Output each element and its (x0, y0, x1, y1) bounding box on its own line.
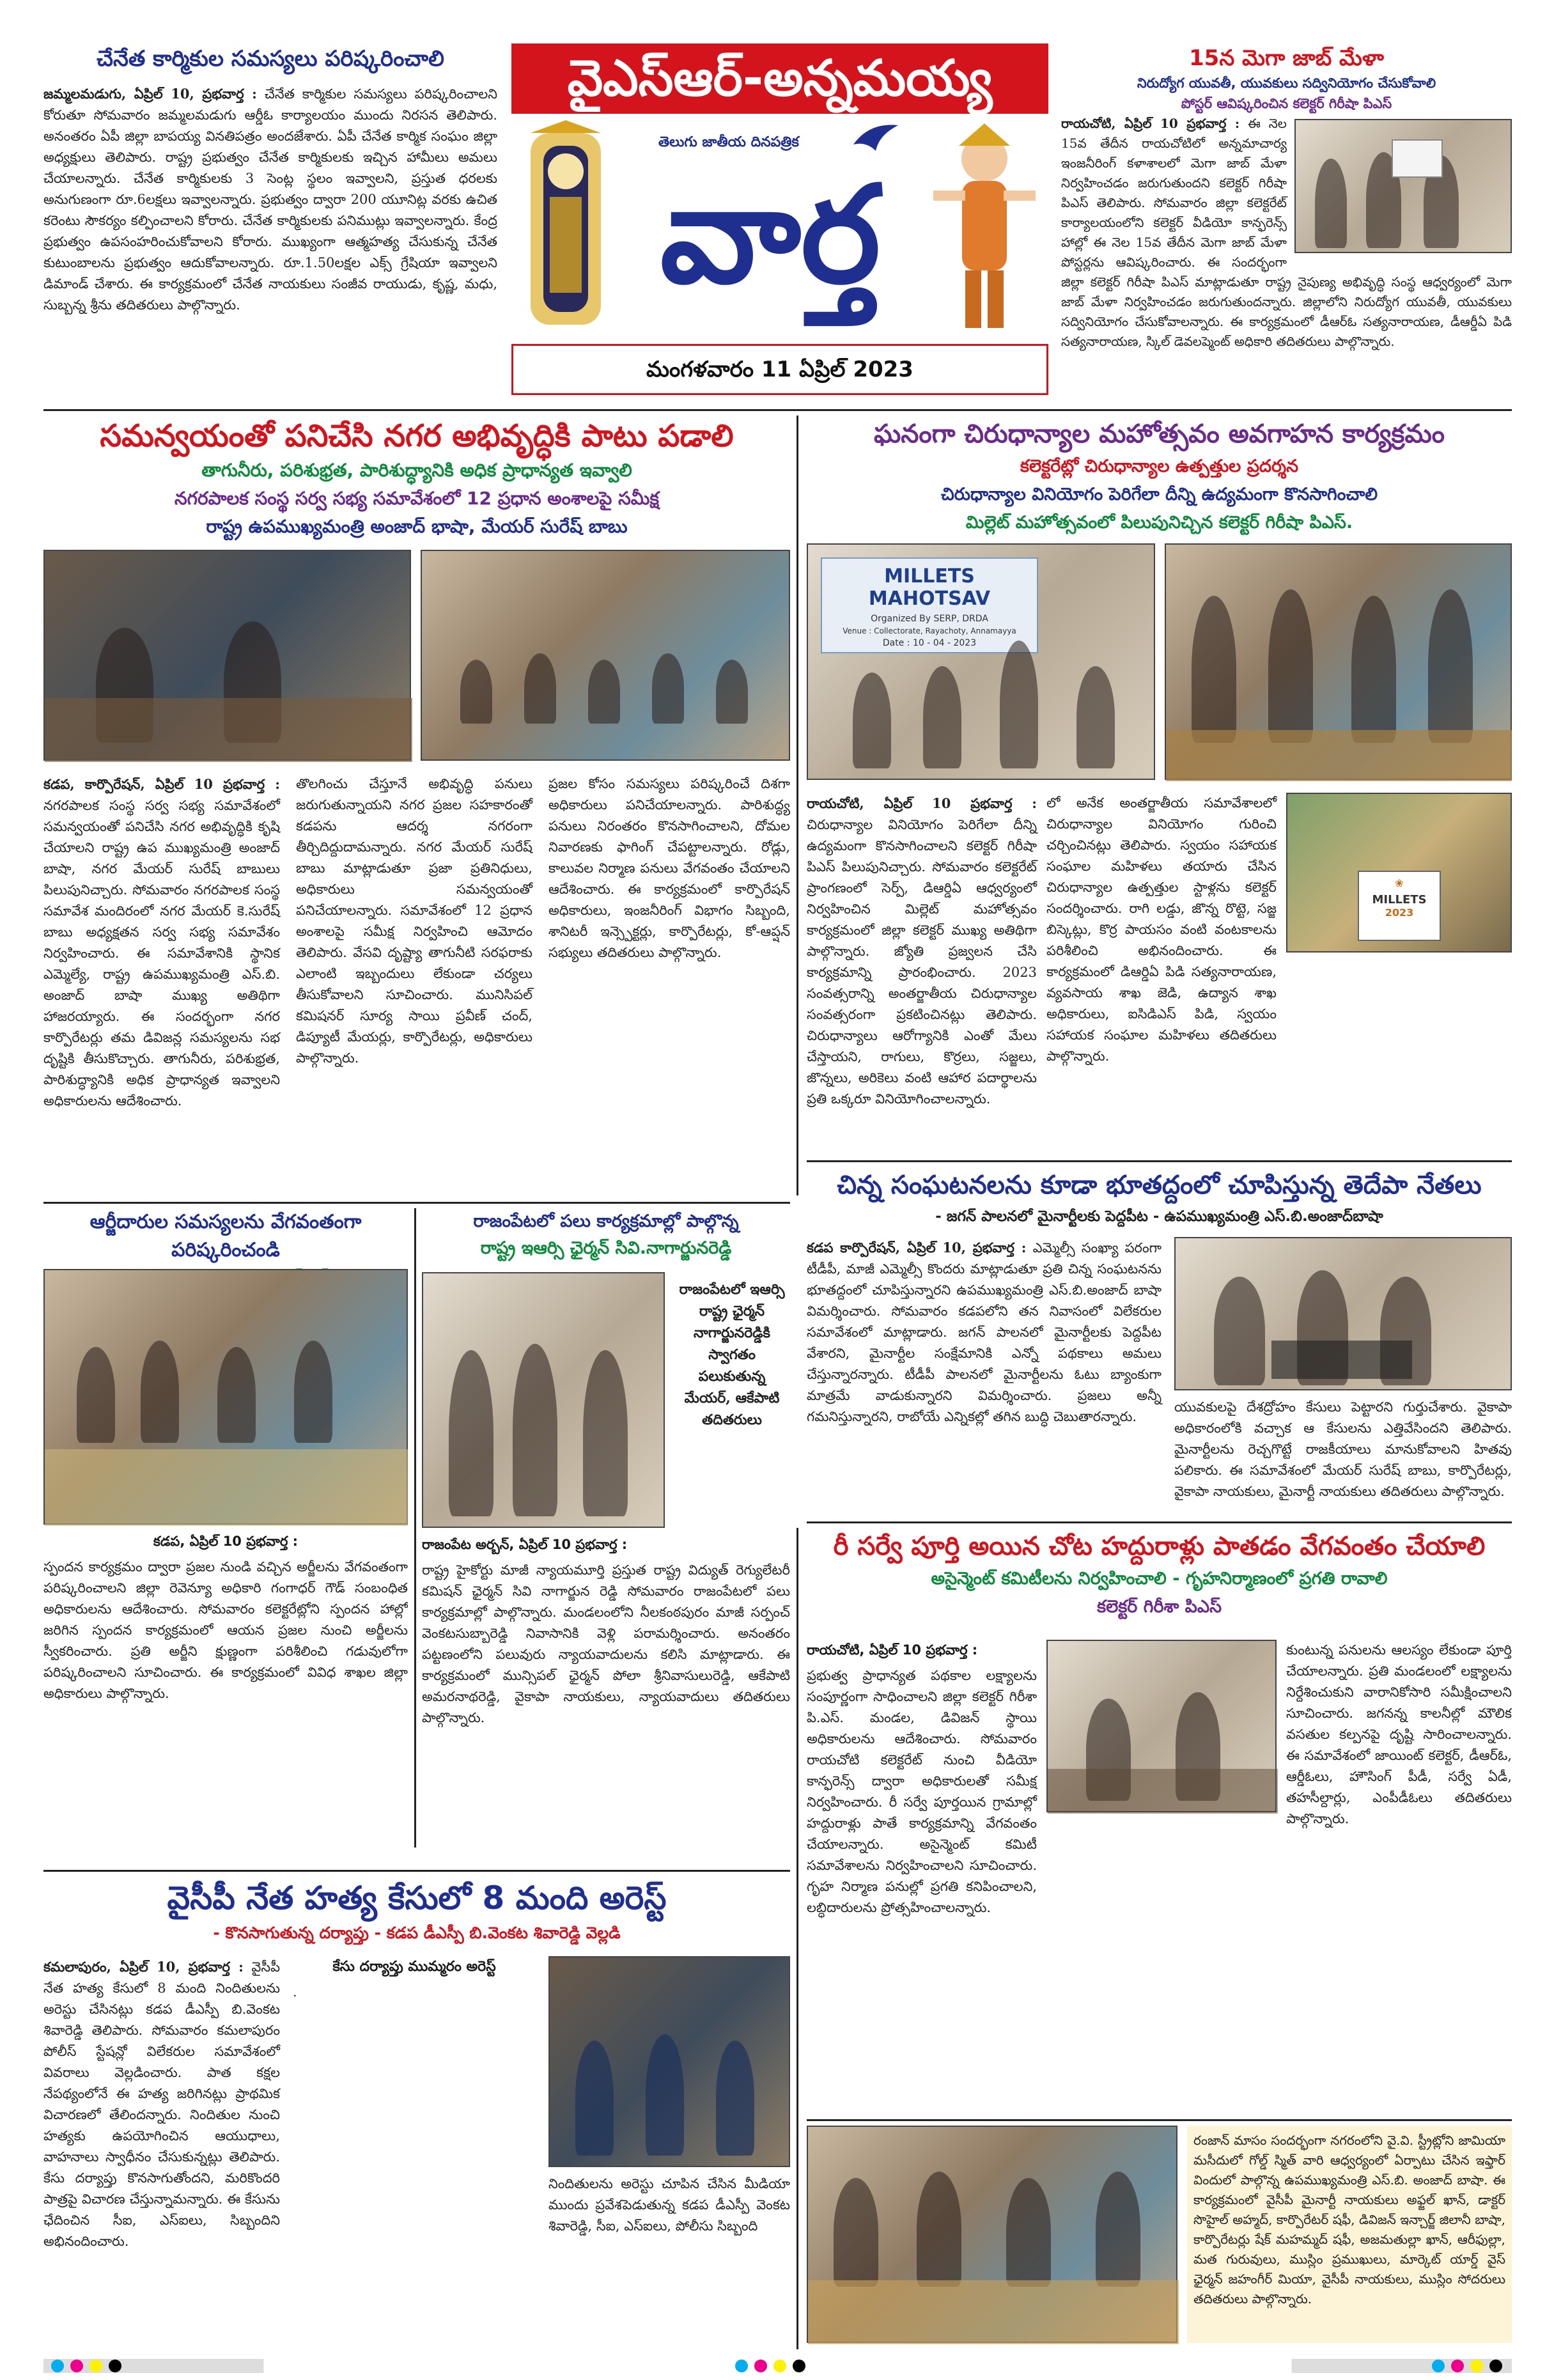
press-meet-photo (1174, 1237, 1512, 1390)
article-body: చేనేత కార్మికుల సమస్యలు పరిష్కరించాలని కోరుతూ సోమవారం జమ్మలమడుగు ఆర్డీఓ కార్యాలయం ముందు నిరసన తెలిపారు. అనంతరం ఏపీ జిల్లా బాపయ్య వినతిపత్రం అందజేశారు. ఏపీ చేనేత కార్మిక సంఘం జిల్లా అధ్యక్షులు తెలిపారు. రాష్ట్ర ప్రభుత్వం చేనేత కార్మికులకు ఇచ్చిన హామీలు అమలు చేయాలన్నారు. చేనేత కార్మికులకు 3 సెంట్ల స్థలం ఇవ్వాలని, ప్రస్తుత ధరలకు అనుగుణంగా రూ.6లక్షలు ఇవ్వాలన్నారు. ప్రభుత్వం ద్వారా 200 యూనిట్ల వరకు ఉచిత కరెంటు సౌకర్యం కల్పించాలని కోరారు. చేనేత కార్మికులకు పనిముట్లు ఇవ్వాలన్నారు. కేంద్ర ప్రభుత్వం ఉపసంహరించుకోవాలని కోరారు. ముఖ్యంగా ఆత్మహత్య చేసుకున్న చేనేత కుటుంబాలను ప్రభుత్వం ఆదుకోవాలన్నారు. రూ.1.50లక్షల ఎక్స్ గ్రేషియా ఇవ్వాలని డిమాండ్ చేశారు. ఈ కార్యక్రమంలో చేనేత నాయకులు సంజీవ రాయుడు, కృష్ణ, మధు, సుబ్బన్న శ్రీను తదితరులు పాల్గొన్నారు. (43, 86, 497, 313)
registration-dot (89, 2360, 102, 2372)
subheadline: - కొనసాగుతున్న దర్యాప్తు - కడప డీఎస్పీ బి.వెంకట శివారెడ్డి వెల్లడి (213, 1924, 621, 1942)
headline: రీ సర్వే పూర్తి అయిన చోట హద్దురాళ్లు పాతడం వేగవంతం చేయాలి (833, 1532, 1486, 1561)
photo-caption: నిందితులను అరెస్టు చూపిన చేసిన మీడియా ముందు ప్రవేశపెడుతున్న కడప డీఎస్పీ వెంకట శివారెడ్డి, సీఐ, ఎస్ఐలు, పోలీసు సిబ్బంది (548, 2176, 790, 2234)
subheadline-2: నగరపాలక సంస్థ సర్వ సభ్య సమావేశంలో 12 ప్రధాన అంశాలపై సమీక్ష (175, 488, 659, 509)
registration-dot (1489, 2360, 1502, 2372)
deity-illustration-left (511, 120, 620, 338)
story-tdp (807, 1167, 1512, 1525)
subheadline: - జగన్ పాలనలో మైనార్టీలకు పెద్దపీట - ఉపముఖ్యమంత్రి ఎస్.బి.అంజాద్‌బాషా (935, 1208, 1383, 1225)
headline: రాజంపేటలో పలు కార్యక్రమాల్లో పాల్గొన్న (473, 1211, 739, 1231)
article-col-2: లో అనేక అంతర్జాతీయ సమావేశాలలో చిరుధాన్యాల వినియోగం గురించి చర్చించినట్లు తెలిపారు. స్వయం సహాయక సంఘాల మహిళలు తయారు చేసిన చిరుధాన్యాల ఉత్పత్తుల స్టాళ్లను కలెక్టర్ సందర్శించారు. రాగి లడ్డు, జొన్న రొట్టె, సజ్జ బిస్కెట్లు, కొర్ర పాయసం వంటి వంటకాలను పరిశీలించి అభినందించారు. ఈ కార్యక్రమంలో డిఆర్డిఏ పిడి సత్యనారాయణ, వ్యవసాయ శాఖ జెడి, ఉద్యాన శాఖ అధికారులు, ఐసిడిఎస్ పిడి, స్వయం సహాయక సంఘాల మహిళలు తదితరులు పాల్గొన్నారు. (1046, 795, 1277, 1064)
dateline: కడప, కార్పొరేషన్, ఏప్రిల్ 10 ప్రభవార్త : (43, 776, 280, 792)
headline: చిన్న సంఘటనలను కూడా భూతద్దంలో చూపిస్తున్న తెదేపా నేతలు (837, 1171, 1482, 1200)
council-photo-1 (43, 550, 411, 761)
article-col-1: ప్రభుత్వ ప్రాధాన్యత పథకాల లక్ష్యాలను సంపూర్ణంగా సాధించాలని జిల్లా కలెక్టర్ గిరీశా పి.ఎస్. మండల, డివిజన్ స్థాయి అధికారులను ఆదేశించారు. సోమవారం రాయచోటి కలెక్టరేట్ నుంచి వీడియో కాన్ఫరెన్స్ ద్వారా అధికారులతో సమీక్ష నిర్వహించారు. రీ సర్వే పూర్తయిన గ్రామాల్లో హద్దురాళ్లు పాతే కార్యక్రమాన్ని వేగవంతం చేయాలన్నారు. అసైన్మెంట్ కమిటీ సమావేశాలను నిర్వహించాలని సూచించారు. గృహ నిర్మాణ పనుల్లో ప్రగతి కనిపించాలని, లబ్ధిదారులను ప్రోత్సహించాలన్నారు. (807, 1668, 1037, 1915)
registration-dot (109, 2360, 121, 2372)
deity-illustration-right (921, 120, 1048, 338)
arrest-photo (548, 1956, 790, 2167)
millets-logo-text: MILLETS (1372, 893, 1427, 906)
registration-dot (1451, 2360, 1464, 2372)
article-col-1: చిరుధాన్యాల వినియోగం పెరిగేలా దీన్ని ఉద్యమంగా కొనసాగించాలని కలెక్టర్ గిరీషా పిఎస్ పిలుపునిచ్చారు. సోమవారం కలెక్టరేట్ ప్రాంగణంలో సెర్ప్, డిఆర్డిఏ ఆధ్వర్యంలో నిర్వహించిన మిల్లెట్ మహోత్సవం కార్యక్రమంలో జిల్లా కలెక్టర్ ముఖ్య అతిథిగా పాల్గొన్నారు. జ్యోతి ప్రజ్వలన చేసి కార్యక్రమాన్ని ప్రారంభించారు. 2023 సంవత్సరాన్ని అంతర్జాతీయ చిరుధాన్యాల సంవత్సరంగా ప్రకటించినట్లు తెలిపారు. చిరుధాన్యాలు ఆరోగ్యానికి ఎంతో మేలు చేస్తాయని, రాగులు, కొర్రలు, సజ్జలు, జొన్నలు, అరికెలు వంటి ఆహార పదార్థాలను ప్రతి ఒక్కరూ వినియోగించాలన్నారు. (807, 817, 1037, 1107)
banner-organizer: Organized By SERP, DRDA (871, 614, 988, 624)
iftar-dinner-photo (807, 2126, 1177, 2343)
registration-dot (1432, 2360, 1445, 2372)
article-col-1: నగరపాలక సంస్థ సర్వ సభ్య సమావేశంలో సమన్వయంతో పనిచేసి నగర అభివృద్ధికి కృషి చేయాలని రాష్ట్ర ఉప ముఖ్యమంత్రి అంజాద్ బాషా, నగర మేయర్ సురేష్ బాబులు పిలుపునిచ్చారు. సోమవారం నగరపాలక సంస్థ సమావేశ మందిరంలో నగర మేయర్ కె.సురేష్ బాబు అధ్యక్షతన సర్వ సభ్య సమావేశం నిర్వహించారు. ఈ సమావేశానికి స్థానిక ఎమ్మెల్యే, రాష్ట్ర ఉపముఖ్యమంత్రి ఎస్.బి. అంజాద్ బాషా ముఖ్య అతిథిగా హాజరయ్యారు. ఈ సందర్భంగా నగర కార్పొరేటర్లు తమ డివిజన్ల సమస్యలను సభ దృష్టికి తీసుకొచ్చారు. తాగునీరు, పరిశుభ్రత, పారిశుద్ధ్యానికి అధిక ప్రాధాన్యత ఇవ్వాలని అధికారులను ఆదేశించారు. (43, 798, 280, 1108)
masthead-date: మంగళవారం 11 ఏప్రిల్ 2023 (511, 344, 1048, 395)
box-heading: కేసు దర్యాప్తు ముమ్మరం అరెస్ట్ (332, 1959, 496, 1975)
masthead-tagline: తెలుగు జాతీయ దినపత్రిక (658, 134, 799, 150)
banner-venue: Venue : Collectorate, Rayachoty, Annamayya (843, 626, 1016, 635)
photo-caption: రంజాన్ మాసం సందర్భంగా నగరంలోని వై.వి. స్ట్రీట్లోని జామియా మసీదులో గోల్డ్ స్మిత్ వారి ఆధ్వర్యంలో ఏర్పాటు చేసిన ఇఫ్తార్ విందులో పాల్గొన్న ఉపముఖ్యమంత్రి ఎస్.బి. అంజాద్ బాషా. ఈ కార్యక్రమంలో వైసీపీ మైనార్టీ నాయకులు అఫ్జల్ ఖాన్, డాక్టర్ సొహైల్ అహ్మద్, కార్పొరేటర్ షఫీ, డివిజన్ ఇన్చార్జ్ జిలానీ బాషా, కార్పొరేటర్లు షేక్ మహమ్మద్ షఫీ, అజమతుల్లా ఖాన్, ఆరీఫుల్లా, మత గురువులు, ముస్లిం ప్రముఖులు, మార్కెట్ యార్డ్ వైస్ ఛైర్మన్ జహంగీర్ మియా, వైసీపీ నాయకులు, ముస్లిం సోదరులు తదితరులు పాల్గొన్నారు. (1187, 2126, 1512, 2343)
registration-dot (754, 2360, 767, 2372)
subheadline-1: అసైన్మెంట్ కమిటీలను నిర్వహించాలి - గృహనిర్మాణంలో ప్రగతి రావాలి (931, 1569, 1388, 1589)
headline: 15న మెగా జాబ్ మేళా (1189, 45, 1384, 71)
dove-logo (850, 119, 901, 157)
dateline: రాజంపేట అర్బన్, ఏప్రిల్ 10 ప్రభవార్త : (422, 1537, 628, 1552)
banner-title: MILLETS MAHOTSAV (868, 565, 991, 610)
rajampet-photo (422, 1272, 665, 1528)
subheadline-2: చిరుధాన్యాల వినియోగం పెరిగేలా దీన్ని ఉద్యమంగా కొనసాగించాలి (940, 485, 1378, 504)
story-municipal (43, 416, 790, 1195)
headline: వైసీపీ నేత హత్య కేసులో 8 మంది అరెస్ట్ (167, 1879, 667, 1917)
subheadline-3: మిల్లెట్ మహోత్సవంలో పిలుపునిచ్చిన కలెక్టర్ గిరీషా పిఎస్. (965, 513, 1353, 533)
subheadline-2: పోస్టర్ ఆవిష్కరించిన కలెక్టర్ గిరీషా పిఎస్ (1181, 96, 1392, 111)
story-tribal (43, 1208, 408, 1867)
subheadline-3: రాష్ట్ర ఉపముఖ్యమంత్రి అంజాద్ భాషా, మేయర్ సురేష్ బాబు (206, 516, 628, 537)
story-resurvey (807, 1528, 1512, 2116)
headline: ఘనంగా చిరుధాన్యాల మహోత్సవం అవగాహన కార్యక్రమం (873, 419, 1445, 449)
dateline: కడప కార్పొరేషన్, ఏప్రిల్ 10, ప్రభవార్త : (807, 1240, 1027, 1256)
article-col-1: ఎమ్మెల్సీ సంఖ్యా పరంగా టీడీపీ, మాజీ ఎమ్మెల్సీ కొందరు మాట్లాడుతూ ప్రతి చిన్న సంఘటనను భూతద్దంలో చూపిస్తున్నారని ఉపముఖ్యమంత్రి ఎస్.బి.అంజాద్ బాషా విమర్శించారు. సోమవారం కడపలోని తన నివాసంలో విలేకరుల సమావేశంలో మాట్లాడారు. జగన్ పాలనలో మైనార్టీలకు పెద్దపీట వేశారని, మైనార్టీల సంక్షేమానికి ఎన్నో పథకాలు అమలు చేస్తున్నారన్నారు. టీడీపీ పాలనలో మైనార్టీలను ఓటు బ్యాంకుగా మాత్రమే వాడుకున్నారని విమర్శించారు. ప్రజలు అన్నీ గమనిస్తున్నారని, రాబోయే ఎన్నికల్లో తగిన బుద్ధి చెబుతారన్నారు. (807, 1240, 1162, 1424)
article-col-2: యువకులపై దేశద్రోహం కేసులు పెట్టారని గుర్తుచేశారు. వైకాపా అధికారంలోకి వచ్చాక ఆ కేసులను ఎత్తివేసిందని తెలిపారు. మైనార్టీలను రెచ్చగొట్టే రాజకీయాలు మానుకోవాలని హితవు పలికారు. ఈ సమావేశంలో మేయర్ సురేష్ బాబు, కార్పొరేటర్లు, వైకాపా నాయకులు, మైనార్టీ నాయకులు తదితరులు పాల్గొన్నారు. (1174, 1399, 1512, 1499)
article-col-1b (1046, 1819, 1277, 2113)
banner-date: Date : 10 - 04 - 2023 (882, 638, 977, 648)
registration-dot (793, 2360, 805, 2372)
masthead-name: వార్త (660, 157, 881, 313)
story-millets (807, 416, 1512, 1157)
dateline: జమ్మలమడుగు, ఏప్రిల్ 10, ప్రభవార్త : (43, 86, 257, 102)
iftar-photo (43, 1269, 408, 1525)
story-jobmela (1061, 43, 1512, 401)
masthead-title: వైఎస్ఆర్-అన్నమయ్య (511, 43, 1048, 114)
subheadline-1: నిరుద్యోగ యువతీ, యువకులు సద్వినియోగం చేసుకోవాలి (1137, 75, 1436, 91)
article-body: ఈ నెల 15వ తేదీన రాయచోటిలో అన్నమాచార్య ఇంజనీరింగ్ కళాశాలలో మెగా జాబ్ మేళా నిర్వహించడం జరుగుతుందని కలెక్టర్ గిరీషా పిఎస్ తెలిపారు. సోమవారం జిల్లా కలెక్టరేట్ కార్యాలయంలోని కలెక్టర్ వీడియో కాన్ఫరెన్స్ హాల్లో ఈ నెల 15వ తేదీన మెగా జాబ్ మేళా పోస్టర్లను ఆవిష్కరించారు. ఈ సందర్భంగా జిల్లా కలెక్టర్ గిరీషా పిఎస్ మాట్లాడుతూ రాష్ట్ర నైపుణ్య అభివృద్ధి సంస్థ ఆధ్వర్యంలో మెగా జాబ్ మేళా నిర్వహించడం జరుగుతుందన్నారు. జిల్లాలోని నిరుద్యోగ యువతీ, యువకులు సద్వినియోగం చేసుకోవాలన్నారు. ఈ కార్యక్రమంలో డీఆర్ఓ సత్యనారాయణ, డీఆర్డీఏ పిడి సత్యనారాయణ, స్కిల్ డెవలప్మెంట్ అధికారి తదితరులు పాల్గొన్నారు. (1061, 116, 1512, 349)
subheadline: రాష్ట్ర ఇఆర్సి ఛైర్మన్ సివి.నాగార్జునరెడ్డి (480, 1238, 732, 1258)
subheadline-2: కలెక్టర్ గిరీశా పిఎస్ (1096, 1597, 1222, 1617)
registration-dot (735, 2360, 748, 2372)
millets-logo-year: 2023 (1385, 906, 1414, 919)
review-meeting-photo (1046, 1640, 1277, 1812)
story-rajampet (422, 1208, 790, 1867)
registration-dot (773, 2360, 786, 2372)
registration-dot (70, 2360, 83, 2372)
dateline: కడప, ఏప్రిల్ 10 ప్రభవార్త : (153, 1534, 299, 1549)
article-col-2: తొలగించు చేస్తూనే అభివృద్ధి పనులు జరుగుతున్నాయని నగర ప్రజల సహకారంతో కడపను ఆదర్శ నగరంగా తీర్చిదిద్దుదామన్నారు. నగర మేయర్ సురేష్ బాబు మాట్లాడుతూ ప్రజా ప్రతినిధులు, అధికారులు సమన్వయంతో పనిచేయాలన్నారు. సమావేశంలో 12 ప్రధాన అంశాలపై సమీక్ష నిర్వహించి ఆమోదం తెలిపారు. వేసవి దృష్ట్యా తాగునీటి సరఫరాకు ఎలాంటి ఇబ్బందులు లేకుండా చర్యలు తీసుకోవాలని సూచించారు. మునిసిపల్ కమిషనర్ సూర్య సాయి ప్రవీణ్ చంద్, డిప్యూటీ మేయర్లు, కార్పొరేటర్లు, అధికారులు పాల్గొన్నారు. (296, 776, 532, 1066)
subheadline-1: తాగునీరు, పరిశుభ్రత, పారిశుద్ధ్యానికి అధిక ప్రాధాన్యత ఇవ్వాలి (201, 460, 632, 481)
registration-dot (51, 2360, 64, 2372)
article-body: రాష్ట్ర హైకోర్టు మాజీ న్యాయమూర్తి ప్రస్తుత రాష్ట్ర విద్యుత్ రెగ్యులేటరీ కమిషన్ ఛైర్మన్ సివి నాగార్జున రెడ్డి సోమవారం రాజంపేటలో పలు కార్యక్రమాల్లో పాల్గొన్నారు. మండలంలోని నీలకంఠపురం మాజీ సర్పంచ్ వెంకటసుబ్బారెడ్డి నివాసానికి వెళ్లి పరామర్శించారు. అనంతరం పట్టణంలోని పలువురు న్యాయవాదులను కలిసి మాట్లాడారు. ఈ కార్యక్రమంలో మున్సిపల్ ఛైర్మన్ పోలా శ్రీనివాసులురెడ్డి, ఆకేపాటి అమరనాథరెడ్డి, వైకాపా నాయకులు, న్యాయవాదులు తదితరులు పాల్గొన్నారు. (422, 1562, 790, 1725)
article-body: స్పందన కార్యక్రమం ద్వారా ప్రజల నుండి వచ్చిన అర్జీలను వేగవంతంగా పరిష్కరించాలని జిల్లా రెవెన్యూ అధికారి గంగాధర్ గౌడ్ సంబంధిత అధికారులను ఆదేశించారు. సోమవారం కలెక్టరేట్లోని స్పందన హాల్లో జరిగిన స్పందన కార్యక్రమంలో ఆయన ప్రజల నుంచి అర్జీలను స్వీకరించారు. ప్రతి అర్జీని క్షుణ్ణంగా పరిశీలించి గడువులోగా పరిష్కరించాలని సూచించారు. ఈ కార్యక్రమంలో వివిధ శాఖల జిల్లా అధికారులు పాల్గొన్నారు. (43, 1559, 408, 1701)
millets-stall-photo (1165, 543, 1512, 780)
registration-dot (1470, 2360, 1483, 2372)
story-ramzan (807, 2126, 1512, 2349)
jobmela-photo (1294, 119, 1512, 253)
article-col-2: కుంటున్న పనులను ఆలస్యం లేకుండా పూర్తి చేయాలన్నారు. ప్రతి మండలంలో లక్ష్యాలను నిర్దేశించుకుని వారానికోసారి సమీక్షించాలని సూచించారు. జగనన్న కాలనీల్లో మౌలిక వసతుల కల్పనపై దృష్టి సారించాలన్నారు. ఈ సమావేశంలో జాయింట్ కలెక్టర్, డీఆర్ఓ, ఆర్డీఓలు, హౌసింగ్ పీడీ, సర్వే ఏడీ, తహసీల్దార్లు, ఎంపీడీఓలు తదితరులు పాల్గొన్నారు. (1286, 1642, 1512, 1826)
headline: సమన్వయంతో పనిచేసి నగర అభివృద్ధికి పాటు పడాలి (100, 418, 734, 454)
dateline: రాయచోటి, ఏప్రిల్ 10 ప్రభవార్త : (1061, 116, 1240, 131)
headline: చేనేత కార్మికుల సమస్యలు పరిష్కరించాలి (97, 46, 444, 72)
millets-display-photo: ❀ MILLETS 2023 (1286, 793, 1512, 953)
millets-event-photo (807, 543, 1155, 780)
dateline: రాయచోటి, ఏప్రిల్ 10 ప్రభవార్త : (807, 1642, 978, 1658)
dateline: కమలాపురం, ఏప్రిల్ 10, ప్రభవార్త : (43, 1959, 244, 1975)
masthead (511, 43, 1048, 401)
story-handloom (43, 43, 497, 401)
subheadline-1: కలెక్టరేట్లో చిరుధాన్యాల ఉత్పత్తుల ప్రదర్శన (1020, 456, 1299, 476)
council-photo-2 (421, 550, 790, 761)
photo-caption: రాజంపేటలో ఇఆర్సి రాష్ట్ర ఛైర్మన్ నాగార్జునరెడ్డికి స్వాగతం పలుకుతున్న మేయర్, ఆకేపాటి తదితరులు (679, 1281, 785, 1428)
dateline: రాయచోటి, ఏప్రిల్ 10 ప్రభవార్త : (807, 795, 1037, 811)
story-arrest: వైసీపీ నేత హత్య కేసులో 8 మంది అరెస్ట్ - కొనసాగుతున్న దర్యాప్తు - కడప డీఎస్పీ బి.వెంకట శివారెడ్డి వెల్లడి కమలాపురం, ఏప్రిల్ 10, ప్రభవార్త : వైసీపీ నేత హత్య కేసులో 8 మంది నిందితులను అరెస్టు చేసినట్లు కడప డీఎస్పీ బి.వెంకట శివారెడ్డి తెలిపారు. సోమవారం కమలాపురం పోలీస్ స్టేషన్లో విలేకరుల సమావేశంలో వివరాలు వెల్లడించారు. పాత కక్షల నేపథ్యంలోనే ఈ హత్య జరిగినట్లు ప్రాథమిక విచారణలో తేలిందన్నారు. నిందితుల నుంచి హత్యకు ఉపయోగించిన ఆయుధాలు, వాహనాలు స్వాధీనం చేసుకున్నట్లు తెలిపారు. కేసు దర్యాప్తు కొనసాగుతోందని, మరికొందరి పాత్రపై విచారణ చేస్తున్నామన్నారు. ఈ కేసును ఛేదించిన సీఐ, ఎస్ఐలు, సిబ్బందిని అభినందించారు. కేసు దర్యాప్తు ముమ్మరం అరెస్ట్ . నిందితులను అరెస్టు చూపిన చేసిన మీడియా ముందు ప్రవేశపెడుతున్న కడప డీఎస్పీ వెంకట శివారెడ్డి, సీఐ, ఎస్ఐలు, పోలీసు సిబ్బంది (43, 1876, 790, 2349)
article-body: వైసీపీ నేత హత్య కేసులో 8 మంది నిందితులను అరెస్టు చేసినట్లు కడప డీఎస్పీ బి.వెంకట శివారెడ్డి తెలిపారు. సోమవారం కమలాపురం పోలీస్ స్టేషన్లో విలేకరుల సమావేశంలో వివరాలు వెల్లడించారు. పాత కక్షల నేపథ్యంలోనే ఈ హత్య జరిగినట్లు ప్రాథమిక విచారణలో తేలిందన్నారు. నిందితుల నుంచి హత్యకు ఉపయోగించిన ఆయుధాలు, వాహనాలు స్వాధీనం చేసుకున్నట్లు తెలిపారు. కేసు దర్యాప్తు కొనసాగుతోందని, మరికొందరి పాత్రపై విచారణ చేస్తున్నామన్నారు. ఈ కేసును ఛేదించిన సీఐ, ఎస్ఐలు, సిబ్బందిని అభినందించారు. (43, 1959, 280, 2249)
headline: ఆర్జీదారుల సమస్యలను వేగవంతంగా పరిష్కరించండి (89, 1211, 362, 1261)
article-col-3: ప్రజల కోసం సమస్యలు పరిష్కరించే దిశగా అధికారులు పనిచేయాలన్నారు. పారిశుద్ధ్య పనులు నిరంతరం కొనసాగించాలని, దోమల నివారణకు ఫాగింగ్ చేపట్టాలన్నారు. రోడ్లు, కాలువల నిర్మాణ పనులు వేగవంతం చేయాలని ఆదేశించారు. ఈ కార్యక్రమంలో కార్పొరేషన్ అధికారులు, ఇంజనీరింగ్ విభాగం సిబ్బంది, శానిటరీ ఇన్స్పెక్టర్లు, కార్పొరేటర్లు, కో-ఆప్షన్ సభ్యులు తదితరులు పాల్గొన్నారు. (548, 776, 790, 960)
